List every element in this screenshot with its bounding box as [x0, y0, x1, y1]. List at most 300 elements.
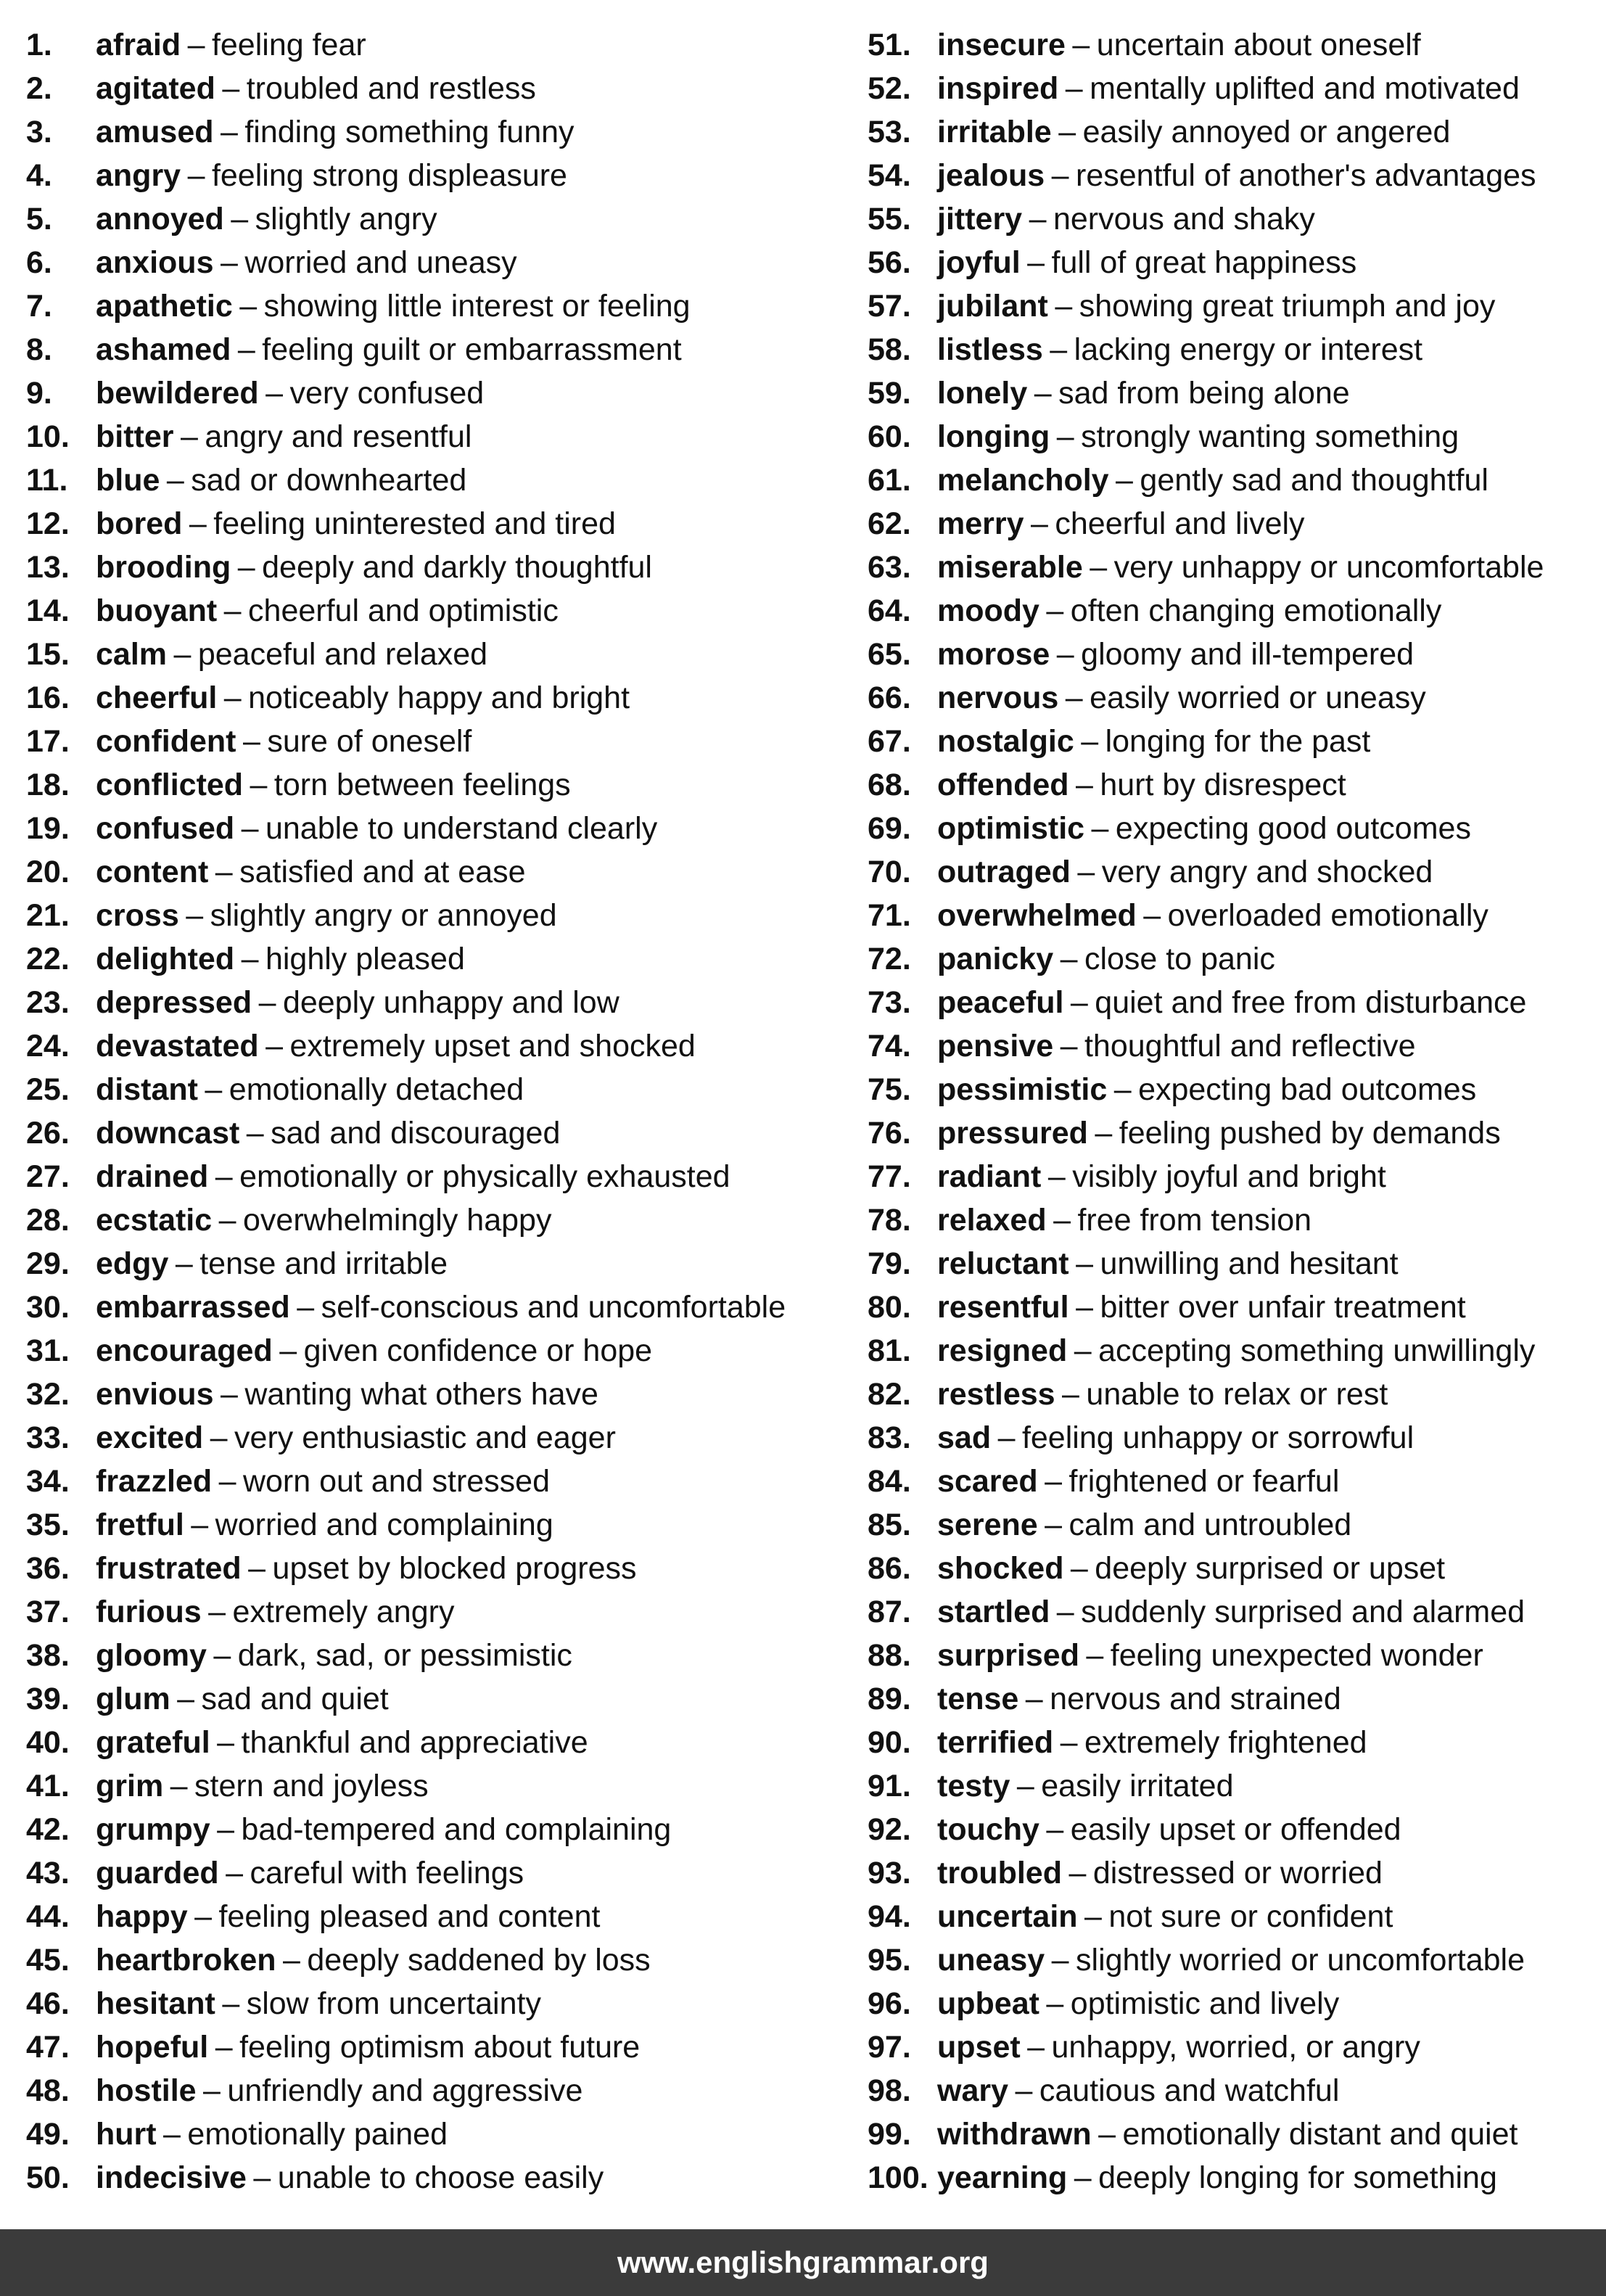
list-item	[868, 1634, 1606, 1677]
definition: expecting bad outcomes	[1138, 1072, 1477, 1107]
item-text	[937, 1155, 1386, 1198]
definition: slow from uncertainty	[246, 1986, 541, 2021]
item-text	[937, 1329, 1535, 1373]
item-text	[937, 807, 1471, 850]
item-number: 59.	[868, 376, 911, 411]
dash-separator: –	[242, 724, 260, 759]
item-text	[937, 1895, 1393, 1938]
list-item	[868, 67, 1606, 110]
item-text	[937, 1285, 1466, 1329]
dash-separator: –	[189, 506, 207, 541]
definition: optimistic and lively	[1070, 1986, 1340, 2021]
dash-separator: –	[210, 1420, 228, 1455]
dash-separator: –	[217, 1725, 235, 1760]
definition: feeling optimism about future	[239, 2030, 641, 2065]
definition: deeply saddened by loss	[307, 1943, 651, 1978]
list-item	[26, 2025, 831, 2069]
list-item	[868, 1155, 1606, 1198]
dash-separator: –	[180, 419, 198, 454]
item-number: 21.	[26, 898, 70, 933]
item-text	[96, 1895, 600, 1938]
dash-separator: –	[1070, 1551, 1088, 1586]
list-item	[868, 807, 1606, 850]
definition: peaceful and relaxed	[197, 637, 488, 672]
dash-separator: –	[1045, 1464, 1063, 1499]
emotion-word: terrified	[937, 1725, 1054, 1760]
item-number: 87.	[868, 1595, 911, 1629]
definition: worried and complaining	[215, 1507, 553, 1542]
definition: not sure or confident	[1108, 1899, 1393, 1934]
item-text	[96, 850, 526, 894]
item-text	[937, 633, 1414, 676]
item-number: 57.	[868, 289, 911, 324]
item-number: 42.	[26, 1812, 70, 1847]
dash-separator: –	[215, 855, 233, 889]
dash-separator: –	[177, 1682, 195, 1716]
definition: frightened or fearful	[1068, 1464, 1340, 1499]
item-text	[937, 1416, 1414, 1460]
definition: stern and joyless	[194, 1769, 429, 1803]
list-item	[26, 676, 831, 720]
definition: self-conscious and uncomfortable	[321, 1290, 786, 1325]
item-number: 51.	[868, 28, 911, 62]
list-item	[26, 1590, 831, 1634]
dash-separator: –	[222, 71, 240, 106]
emotion-word: happy	[96, 1899, 188, 1934]
item-text	[937, 546, 1544, 589]
definition: free from tension	[1077, 1203, 1312, 1238]
item-text	[937, 1677, 1341, 1721]
emotion-word: hopeful	[96, 2030, 209, 2065]
emotion-word: hurt	[96, 2117, 157, 2152]
emotion-word: grim	[96, 1769, 164, 1803]
item-number: 15.	[26, 637, 70, 672]
dash-separator: –	[1090, 550, 1108, 585]
item-text	[96, 1416, 616, 1460]
item-number: 33.	[26, 1420, 70, 1455]
item-number: 81.	[868, 1333, 911, 1368]
item-number: 70.	[868, 855, 911, 889]
list-item	[868, 1808, 1606, 1851]
definition: troubled and restless	[246, 71, 536, 106]
definition: resentful of another's advantages	[1076, 158, 1536, 193]
definition: torn between feelings	[273, 768, 571, 802]
list-item	[868, 284, 1606, 328]
dash-separator: –	[213, 1638, 231, 1673]
item-number: 32.	[26, 1377, 70, 1412]
emotion-word: inspired	[937, 71, 1059, 106]
item-number: 39.	[26, 1682, 70, 1716]
emotion-word: frustrated	[96, 1551, 242, 1586]
item-text	[96, 2112, 448, 2156]
dash-separator: –	[173, 637, 192, 672]
dash-separator: –	[1027, 245, 1045, 280]
item-number: 99.	[868, 2117, 911, 2152]
item-number: 47.	[26, 2030, 70, 2065]
item-number: 80.	[868, 1290, 911, 1325]
item-text	[937, 1460, 1339, 1503]
item-text	[96, 894, 557, 937]
emotion-word: merry	[937, 506, 1024, 541]
item-number: 34.	[26, 1464, 70, 1499]
item-text	[937, 197, 1315, 241]
emotion-word: depressed	[96, 985, 252, 1020]
dash-separator: –	[186, 898, 204, 933]
definition: extremely frightened	[1084, 1725, 1367, 1760]
dash-separator: –	[223, 593, 242, 628]
definition: satisfied and at ease	[239, 855, 526, 889]
list-item	[26, 981, 831, 1024]
item-number: 49.	[26, 2117, 70, 2152]
emotion-word: content	[96, 855, 209, 889]
list-item	[868, 850, 1606, 894]
list-item	[868, 2025, 1606, 2069]
definition: extremely upset and shocked	[289, 1029, 696, 1063]
emotion-word: miserable	[937, 550, 1083, 585]
item-text	[96, 1329, 652, 1373]
item-number: 16.	[26, 680, 70, 715]
emotion-word: blue	[96, 463, 160, 498]
dash-separator: –	[226, 1856, 244, 1890]
item-text	[937, 241, 1356, 284]
emotion-word: excited	[96, 1420, 204, 1455]
item-text	[96, 1460, 550, 1503]
item-number: 43.	[26, 1856, 70, 1890]
list-item	[26, 1373, 831, 1416]
item-number: 60.	[868, 419, 911, 454]
definition: gloomy and ill-tempered	[1081, 637, 1414, 672]
item-number: 82.	[868, 1377, 911, 1412]
dash-separator: –	[1058, 115, 1076, 149]
definition: thankful and appreciative	[241, 1725, 588, 1760]
list-item	[26, 154, 831, 197]
list-item	[26, 1677, 831, 1721]
dash-separator: –	[246, 1116, 264, 1151]
definition: calm and untroubled	[1068, 1507, 1352, 1542]
list-item	[26, 1503, 831, 1547]
item-number: 65.	[868, 637, 911, 672]
dash-separator: –	[1046, 1986, 1064, 2021]
definition: given confidence or hope	[303, 1333, 653, 1368]
item-text	[937, 894, 1488, 937]
item-number: 66.	[868, 680, 911, 715]
definition: dark, sad, or pessimistic	[237, 1638, 572, 1673]
definition: unable to choose easily	[277, 2160, 604, 2195]
item-text	[937, 1242, 1399, 1285]
item-text	[96, 1982, 541, 2025]
item-text	[96, 807, 657, 850]
item-number: 100.	[868, 2160, 928, 2195]
emotion-word: angry	[96, 158, 181, 193]
item-text	[96, 1851, 524, 1895]
list-item	[26, 1460, 831, 1503]
item-text	[937, 2069, 1339, 2112]
definition: worried and uneasy	[244, 245, 517, 280]
definition: gently sad and thoughtful	[1140, 463, 1488, 498]
item-number: 89.	[868, 1682, 911, 1716]
item-text	[96, 284, 691, 328]
dash-separator: –	[175, 1246, 193, 1281]
item-text	[937, 1198, 1311, 1242]
emotion-word: restless	[937, 1377, 1055, 1412]
item-text	[937, 1764, 1233, 1808]
item-number: 98.	[868, 2073, 911, 2108]
list-item	[26, 241, 831, 284]
dash-separator: –	[1027, 2030, 1045, 2065]
emotion-word: resentful	[937, 1290, 1069, 1325]
item-text	[96, 676, 630, 720]
emotion-word: outraged	[937, 855, 1071, 889]
emotion-word: cheerful	[96, 680, 218, 715]
item-number: 29.	[26, 1246, 70, 1281]
list-item	[26, 1721, 831, 1764]
definition: easily upset or offended	[1070, 1812, 1401, 1847]
definition: feeling pushed by demands	[1119, 1116, 1501, 1151]
item-number: 83.	[868, 1420, 911, 1455]
emotion-word: glum	[96, 1682, 170, 1716]
emotion-word: drained	[96, 1159, 209, 1194]
item-number: 52.	[868, 71, 911, 106]
item-number: 50.	[26, 2160, 70, 2195]
emotion-word: confident	[96, 724, 236, 759]
dash-separator: –	[1068, 1856, 1087, 1890]
dash-separator: –	[253, 2160, 271, 2195]
definition: finding something funny	[244, 115, 575, 149]
item-number: 91.	[868, 1769, 911, 1803]
dash-separator: –	[1081, 724, 1099, 759]
definition: feeling strong displeasure	[211, 158, 567, 193]
dash-separator: –	[258, 985, 276, 1020]
definition: hurt by disrespect	[1100, 768, 1346, 802]
dash-separator: –	[1050, 332, 1068, 367]
item-text	[96, 763, 571, 807]
list-item	[26, 894, 831, 937]
definition: emotionally or physically exhausted	[239, 1159, 730, 1194]
item-text	[937, 502, 1305, 546]
dash-separator: –	[1055, 289, 1073, 324]
item-text	[96, 720, 471, 763]
item-text	[937, 154, 1536, 197]
dash-separator: –	[187, 28, 205, 62]
emotion-word: pensive	[937, 1029, 1054, 1063]
emotion-word: morose	[937, 637, 1050, 672]
list-item	[26, 458, 831, 502]
item-text	[937, 1590, 1525, 1634]
definition: angry and resentful	[205, 419, 472, 454]
item-text	[937, 2112, 1518, 2156]
emotion-word: guarded	[96, 1856, 219, 1890]
dash-separator: –	[1074, 2160, 1092, 2195]
dash-separator: –	[1046, 593, 1064, 628]
item-text	[937, 937, 1275, 981]
dash-separator: –	[1072, 28, 1090, 62]
list-item	[26, 850, 831, 894]
dash-separator: –	[250, 768, 268, 802]
definition: bitter over unfair treatment	[1100, 1290, 1466, 1325]
emotion-word: pessimistic	[937, 1072, 1108, 1107]
definition: emotionally pained	[187, 2117, 448, 2152]
emotion-word: envious	[96, 1377, 214, 1412]
item-text	[937, 763, 1346, 807]
dash-separator: –	[1029, 202, 1047, 236]
list-item	[868, 1764, 1606, 1808]
emotion-word: jealous	[937, 158, 1045, 193]
emotion-word: resigned	[937, 1333, 1068, 1368]
list-item	[26, 1547, 831, 1590]
emotion-word: delighted	[96, 942, 235, 976]
item-text	[96, 1373, 598, 1416]
item-text	[937, 1547, 1445, 1590]
item-number: 28.	[26, 1203, 70, 1238]
definition: cautious and watchful	[1039, 2073, 1340, 2108]
dash-separator: –	[1116, 463, 1133, 498]
dash-separator: –	[218, 1464, 236, 1499]
item-number: 3.	[26, 115, 52, 149]
definition: mentally uplifted and motivated	[1090, 71, 1520, 106]
list-item	[868, 458, 1606, 502]
dash-separator: –	[220, 245, 238, 280]
definition: careful with feelings	[250, 1856, 524, 1890]
item-number: 79.	[868, 1246, 911, 1281]
dash-separator: –	[220, 115, 238, 149]
dash-separator: –	[218, 1203, 236, 1238]
item-text	[96, 415, 471, 458]
emotion-word: lonely	[937, 376, 1028, 411]
item-number: 30.	[26, 1290, 70, 1325]
list-item	[26, 1155, 831, 1198]
list-item	[26, 1938, 831, 1982]
emotion-word: gloomy	[96, 1638, 207, 1673]
definition: overwhelmingly happy	[243, 1203, 552, 1238]
list-item	[868, 415, 1606, 458]
list-item	[868, 2112, 1606, 2156]
dash-separator: –	[1056, 637, 1074, 672]
dash-separator: –	[222, 1986, 240, 2021]
item-number: 11.	[26, 463, 68, 498]
definition: overloaded emotionally	[1167, 898, 1488, 933]
list-item	[26, 807, 831, 850]
list-item	[26, 23, 831, 67]
emotion-word: confused	[96, 811, 235, 846]
emotion-word: distant	[96, 1072, 198, 1107]
item-text	[937, 458, 1488, 502]
item-number: 97.	[868, 2030, 911, 2065]
dash-separator: –	[265, 376, 283, 411]
item-text	[96, 458, 466, 502]
item-text	[96, 546, 652, 589]
item-number: 27.	[26, 1159, 70, 1194]
item-text	[937, 2025, 1420, 2069]
emotion-word: uncertain	[937, 1899, 1078, 1934]
definition: sad and quiet	[201, 1682, 389, 1716]
list-item	[26, 371, 831, 415]
dash-separator: –	[239, 289, 258, 324]
emotion-word: startled	[937, 1595, 1050, 1629]
list-item	[868, 676, 1606, 720]
list-item	[26, 1024, 831, 1068]
item-text	[937, 328, 1422, 371]
definition: feeling unhappy or sorrowful	[1021, 1420, 1414, 1455]
definition: strongly wanting something	[1081, 419, 1459, 454]
definition: easily annoyed or angered	[1082, 115, 1451, 149]
dash-separator: –	[217, 1812, 235, 1847]
dash-separator: –	[1070, 985, 1088, 1020]
list-item	[26, 2112, 831, 2156]
emotion-word: grumpy	[96, 1812, 210, 1847]
definition: sad or downhearted	[191, 463, 467, 498]
item-text	[937, 23, 1421, 67]
item-number: 92.	[868, 1812, 911, 1847]
item-number: 26.	[26, 1116, 70, 1151]
item-text	[937, 589, 1441, 633]
item-number: 36.	[26, 1551, 70, 1586]
list-item	[26, 1851, 831, 1895]
item-text	[937, 1721, 1367, 1764]
item-number: 38.	[26, 1638, 70, 1673]
list-item	[868, 633, 1606, 676]
definition: easily irritated	[1041, 1769, 1234, 1803]
item-number: 13.	[26, 550, 70, 585]
emotion-word: ecstatic	[96, 1203, 213, 1238]
dash-separator: –	[191, 1507, 209, 1542]
emotion-word: upbeat	[937, 1986, 1039, 2021]
item-text	[96, 1590, 454, 1634]
list-item	[26, 546, 831, 589]
emotion-word: anxious	[96, 245, 214, 280]
item-number: 44.	[26, 1899, 70, 1934]
dash-separator: –	[237, 550, 255, 585]
emotion-word: bored	[96, 506, 183, 541]
definition: feeling uninterested and tired	[213, 506, 616, 541]
dash-separator: –	[1060, 1029, 1078, 1063]
emotion-word: nervous	[937, 680, 1059, 715]
list-item	[868, 1068, 1606, 1111]
list-item	[26, 2069, 831, 2112]
dash-separator: –	[1045, 1507, 1063, 1542]
item-number: 37.	[26, 1595, 70, 1629]
emotion-word: apathetic	[96, 289, 233, 324]
item-text	[96, 371, 484, 415]
definition: suddenly surprised and alarmed	[1081, 1595, 1525, 1629]
item-number: 17.	[26, 724, 70, 759]
dash-separator: –	[282, 1943, 300, 1978]
emotion-word: grateful	[96, 1725, 210, 1760]
definition: unable to relax or rest	[1086, 1377, 1388, 1412]
definition: very unhappy or uncomfortable	[1113, 550, 1544, 585]
definition: deeply unhappy and low	[282, 985, 619, 1020]
dash-separator: –	[1086, 1638, 1104, 1673]
dash-separator: –	[203, 2073, 221, 2108]
footer-website-url: www.englishgrammar.org	[617, 2245, 989, 2279]
item-number: 76.	[868, 1116, 911, 1151]
item-text	[96, 1764, 429, 1808]
emotion-word: peaceful	[937, 985, 1064, 1020]
item-text	[937, 1851, 1383, 1895]
emotion-word: tense	[937, 1682, 1019, 1716]
dash-separator: –	[1051, 1943, 1069, 1978]
emotion-word: nostalgic	[937, 724, 1074, 759]
list-item	[26, 1416, 831, 1460]
definition: distressed or worried	[1092, 1856, 1383, 1890]
definition: tense and irritable	[199, 1246, 448, 1281]
definition: unwilling and hesitant	[1100, 1246, 1399, 1281]
item-text	[96, 23, 366, 67]
list-item	[26, 1068, 831, 1111]
list-item	[26, 589, 831, 633]
item-text	[937, 1503, 1351, 1547]
list-item	[868, 937, 1606, 981]
list-item	[868, 328, 1606, 371]
